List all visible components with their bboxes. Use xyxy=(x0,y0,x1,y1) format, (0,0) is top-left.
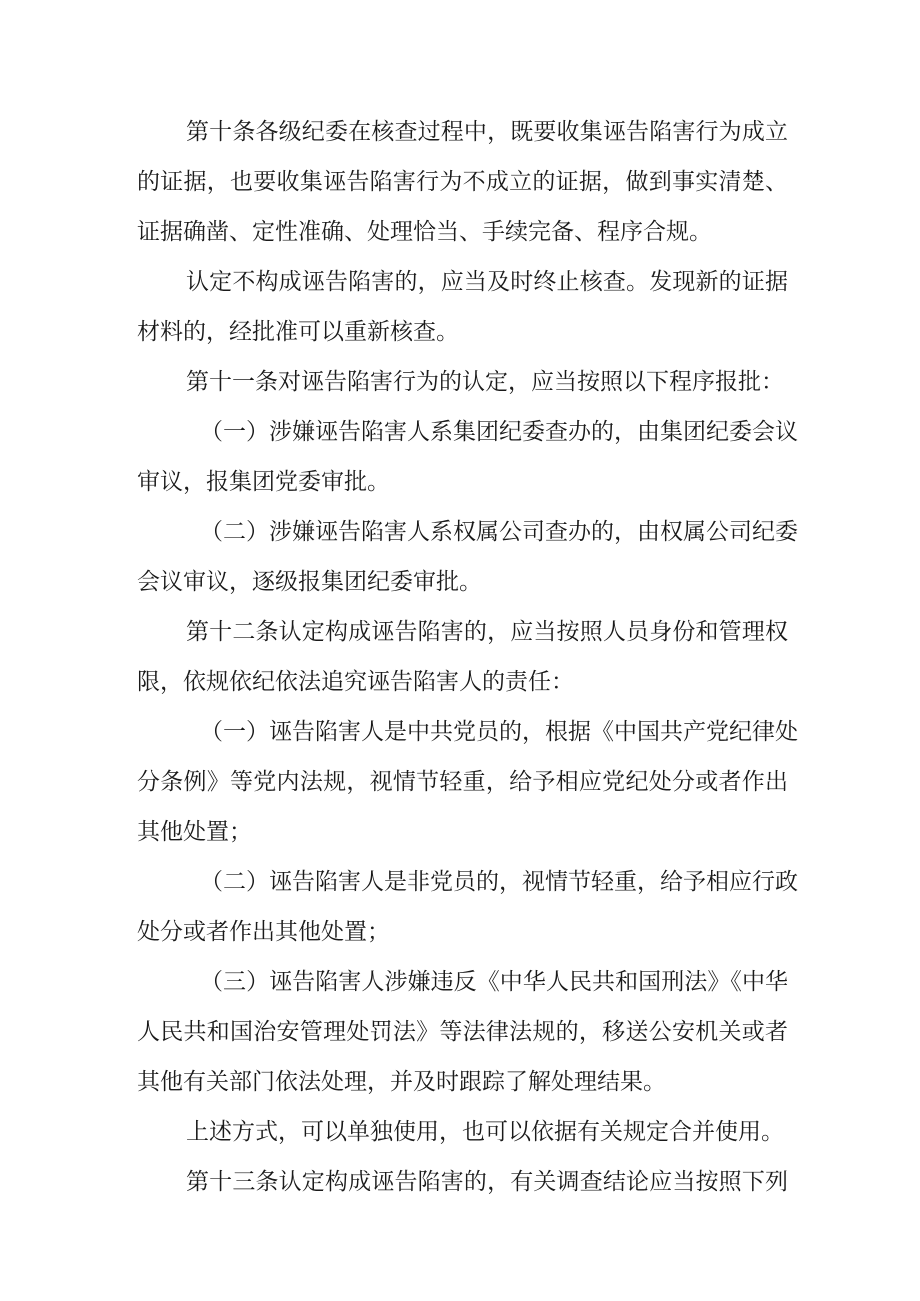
article-11-line-1: 第十一条对诬告陷害行为的认定，应当按照以下程序报批： xyxy=(186,369,784,395)
article-10-line-3: 证据确凿、定性准确、处理恰当、手续完备、程序合规。 xyxy=(137,219,712,245)
article-13-line-1: 第十三条认定构成诬告陷害的，有关调查结论应当按照下列 xyxy=(186,1169,788,1195)
article-10-para-2-line-2: 材料的，经批准可以重新核查。 xyxy=(137,319,459,345)
article-12-item-2-line-2: 处分或者作出其他处置； xyxy=(137,919,390,945)
article-12-item-1-line-1: （一）诬告陷害人是中共党员的，根据《中国共产党纪律处 xyxy=(200,719,798,745)
article-12-item-1-line-2: 分条例》等党内法规，视情节轻重，给予相应党纪处分或者作出 xyxy=(137,769,788,795)
article-10-line-1: 第十条各级纪委在核查过程中，既要收集诬告陷害行为成立 xyxy=(186,119,788,145)
article-11-item-1-line-1: （一）涉嫌诬告陷害人系集团纪委查办的，由集团纪委会议 xyxy=(200,419,798,445)
article-10-para-2-line-1: 认定不构成诬告陷害的，应当及时终止核查。发现新的证据 xyxy=(186,269,788,295)
article-11-item-1-line-2: 审议，报集团党委审批。 xyxy=(137,469,390,495)
article-12-item-1-line-3: 其他处置； xyxy=(137,819,252,845)
article-12-item-3-line-3: 其他有关部门依法处理，并及时跟踪了解处理结果。 xyxy=(137,1069,666,1095)
article-12-item-2-line-1: （二）诬告陷害人是非党员的，视情节轻重，给予相应行政 xyxy=(200,869,798,895)
article-12-item-3-line-2: 人民共和国治安管理处罚法》等法律法规的，移送公安机关或者 xyxy=(137,1019,788,1045)
article-12-line-2: 限，依规依纪依法追究诬告陷害人的责任： xyxy=(137,669,574,695)
article-12-para-2-line-1: 上述方式，可以单独使用，也可以依据有关规定合并使用。 xyxy=(186,1119,784,1145)
article-11-item-2-line-1: （二）涉嫌诬告陷害人系权属公司查办的，由权属公司纪委 xyxy=(200,519,798,545)
article-10-line-2: 的证据，也要收集诬告陷害行为不成立的证据，做到事实清楚、 xyxy=(137,169,788,195)
article-12-item-3-line-1: （三）诬告陷害人涉嫌违反《中华人民共和国刑法》《中华 xyxy=(200,969,788,995)
article-11-item-2-line-2: 会议审议，逐级报集团纪委审批。 xyxy=(137,569,482,595)
article-12-line-1: 第十二条认定构成诬告陷害的，应当按照人员身份和管理权 xyxy=(186,619,788,645)
